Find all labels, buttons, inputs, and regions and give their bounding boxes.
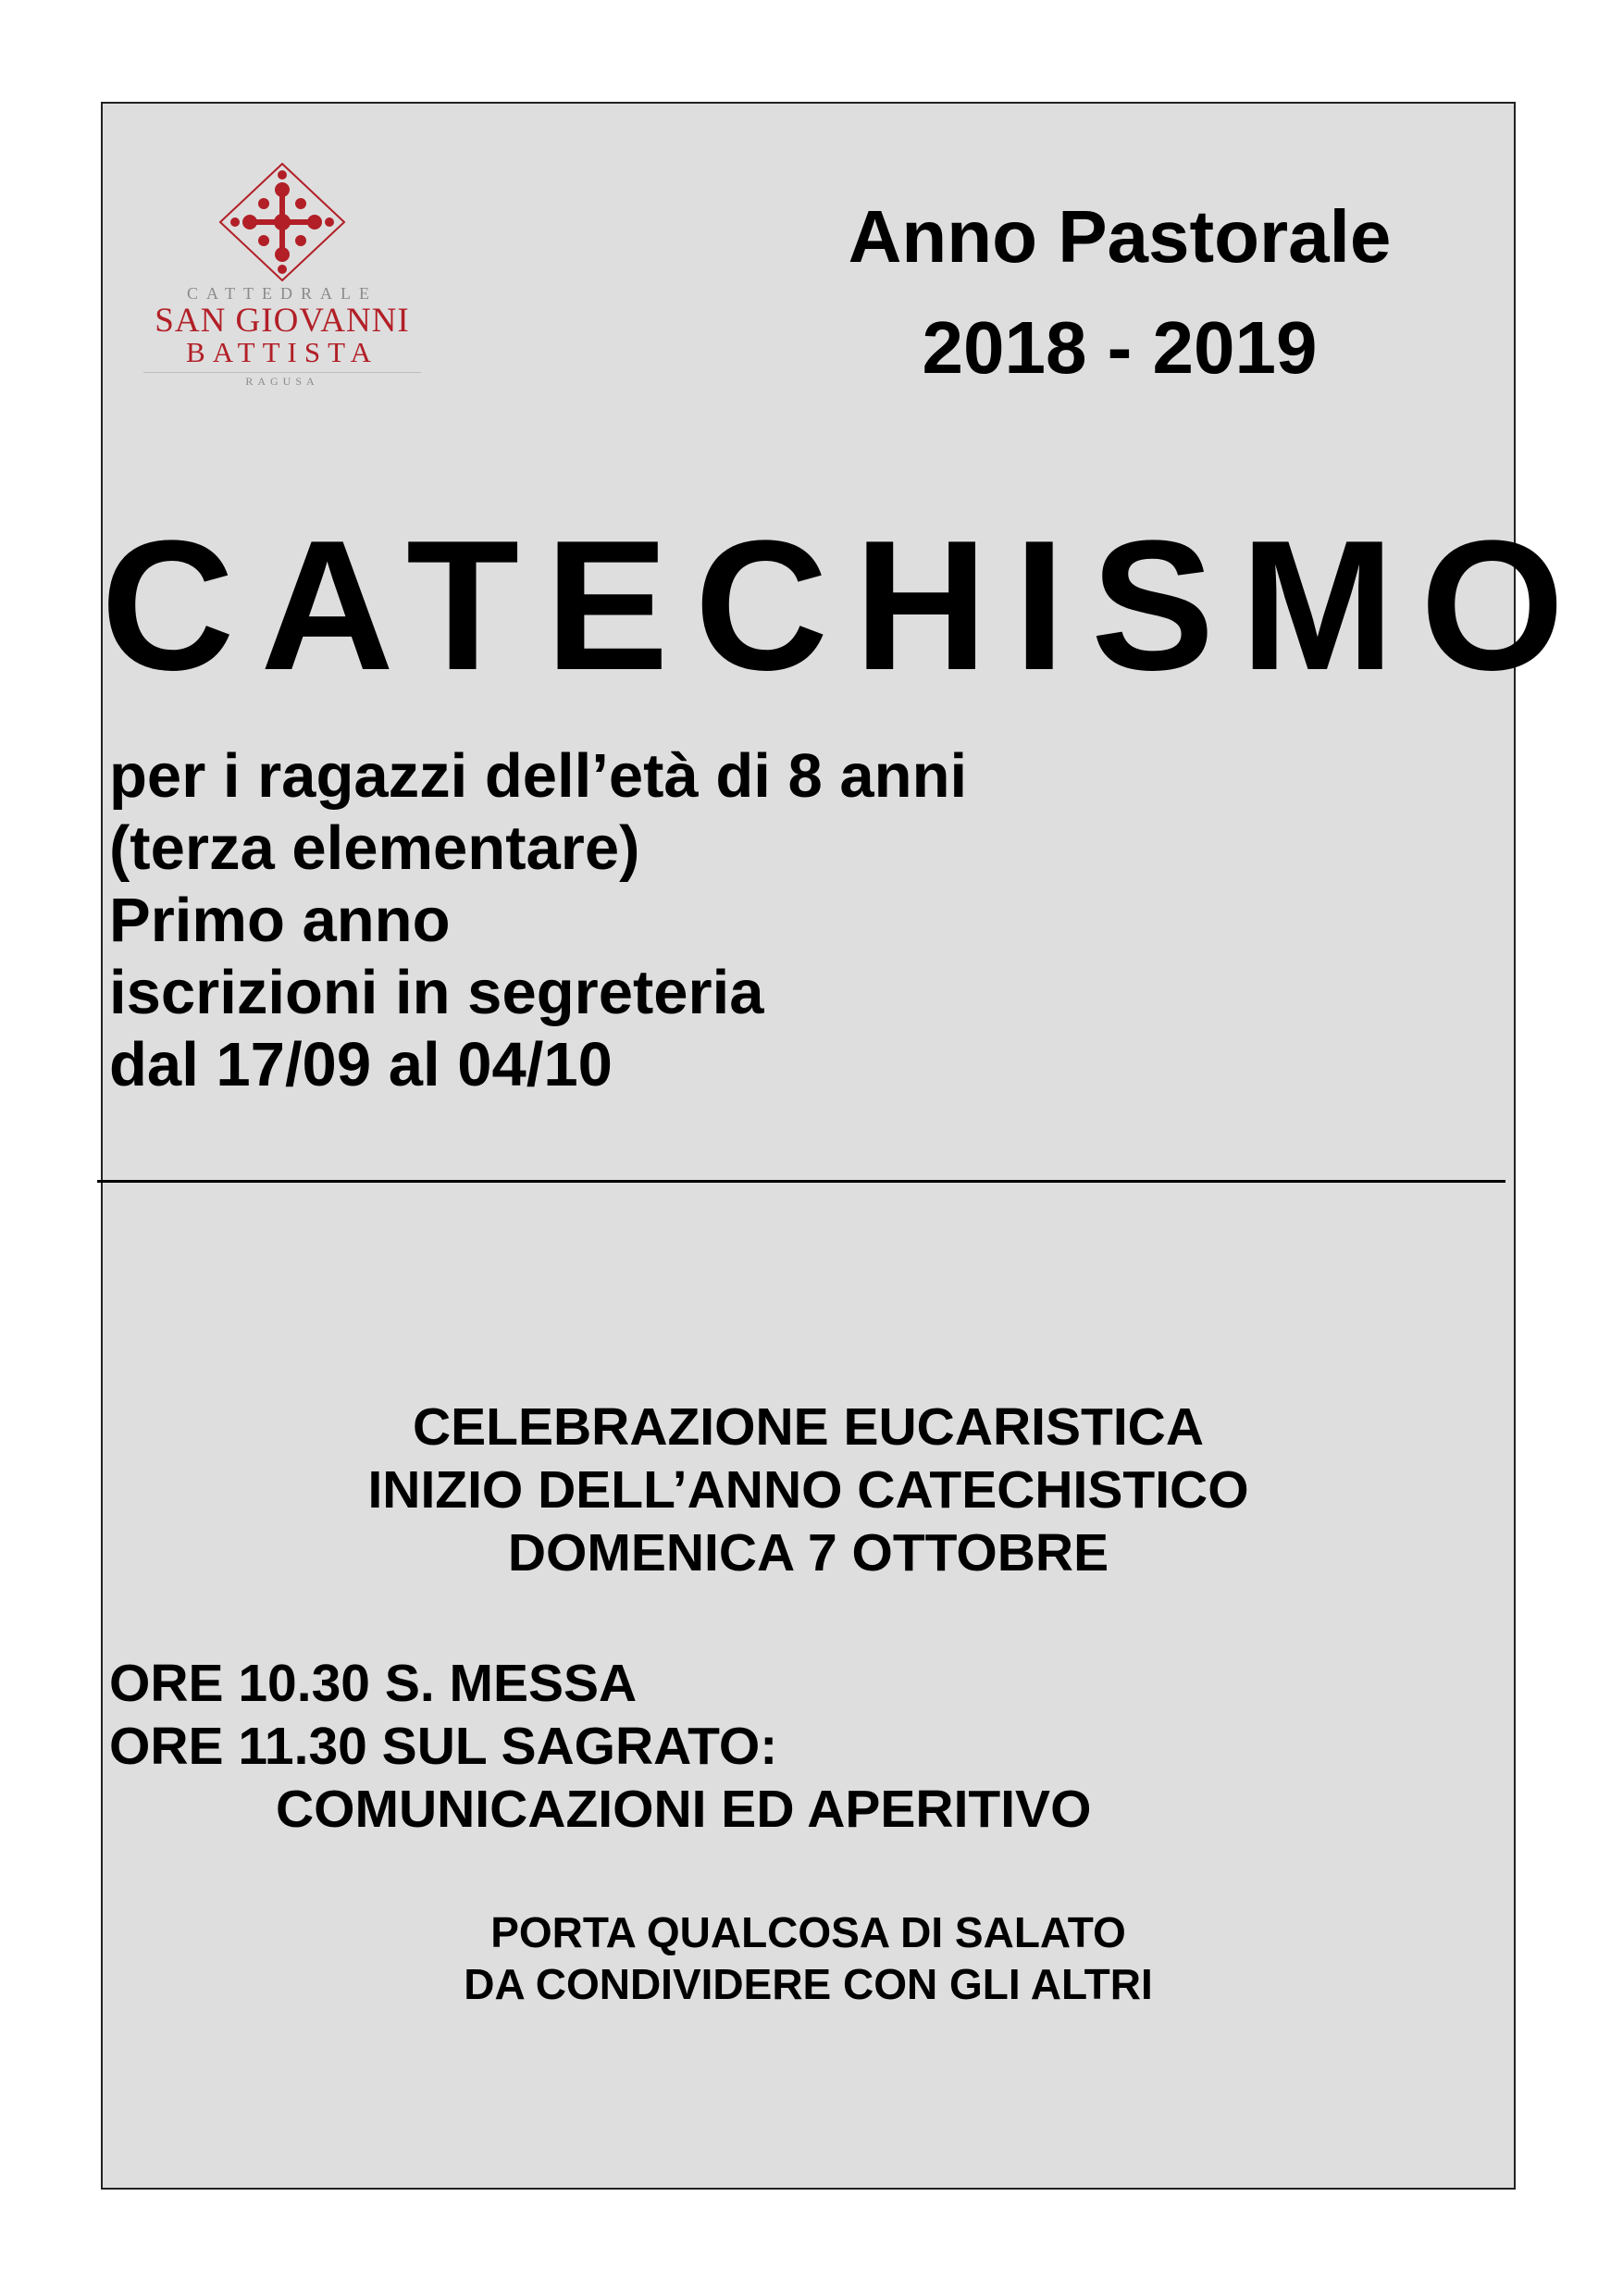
info-line-dates: dal 17/09 al 04/10	[109, 1030, 613, 1099]
anno-pastorale-label: Anno Pastorale	[848, 195, 1392, 278]
event-line-date: DOMENICA 7 OTTOBRE	[507, 1523, 1109, 1582]
note-block	[101, 1906, 1516, 2010]
note-line-1: PORTA QUALCOSA DI SALATO	[490, 1908, 1126, 1956]
logo-line-san-giovanni: SAN GIOVANNI	[155, 302, 410, 340]
logo-line-cattedrale: CATTEDRALE	[187, 284, 378, 303]
logo-rule	[143, 372, 421, 373]
cross-ornament-icon	[213, 162, 352, 282]
info-line-age: per i ragazzi dell’età di 8 anni	[109, 741, 968, 811]
anno-years: 2018 - 2019	[922, 306, 1318, 389]
logo-line-battista: BATTISTA	[186, 336, 378, 368]
schedule-mass: ORE 10.30 S. MESSA	[109, 1654, 638, 1713]
logo-line-ragusa: RAGUSA	[245, 375, 319, 388]
page-title: CATECHISMO	[101, 503, 1591, 709]
info-line-enrol: iscrizioni in segreteria	[109, 958, 764, 1027]
event-line-celebration: CELEBRAZIONE EUCARISTICA	[412, 1397, 1205, 1457]
event-block	[101, 1396, 1516, 1584]
info-line-class: (terza elementare)	[109, 813, 640, 883]
section-divider	[97, 1180, 1505, 1183]
schedule-sagrato: ORE 11.30 SUL SAGRATO:	[109, 1717, 778, 1776]
poster-frame	[101, 102, 1591, 2190]
info-block	[109, 740, 967, 1101]
event-line-start: INIZIO DELL’ANNO CATECHISTICO	[367, 1460, 1249, 1520]
info-line-year: Primo anno	[109, 886, 451, 955]
note-line-2: DA CONDIVIDERE CON GLI ALTRI	[464, 1960, 1153, 2008]
cathedral-logo	[139, 162, 426, 389]
schedule-aperitivo: COMUNICAZIONI ED APERITIVO	[276, 1780, 1092, 1839]
schedule-block	[109, 1652, 1091, 1841]
